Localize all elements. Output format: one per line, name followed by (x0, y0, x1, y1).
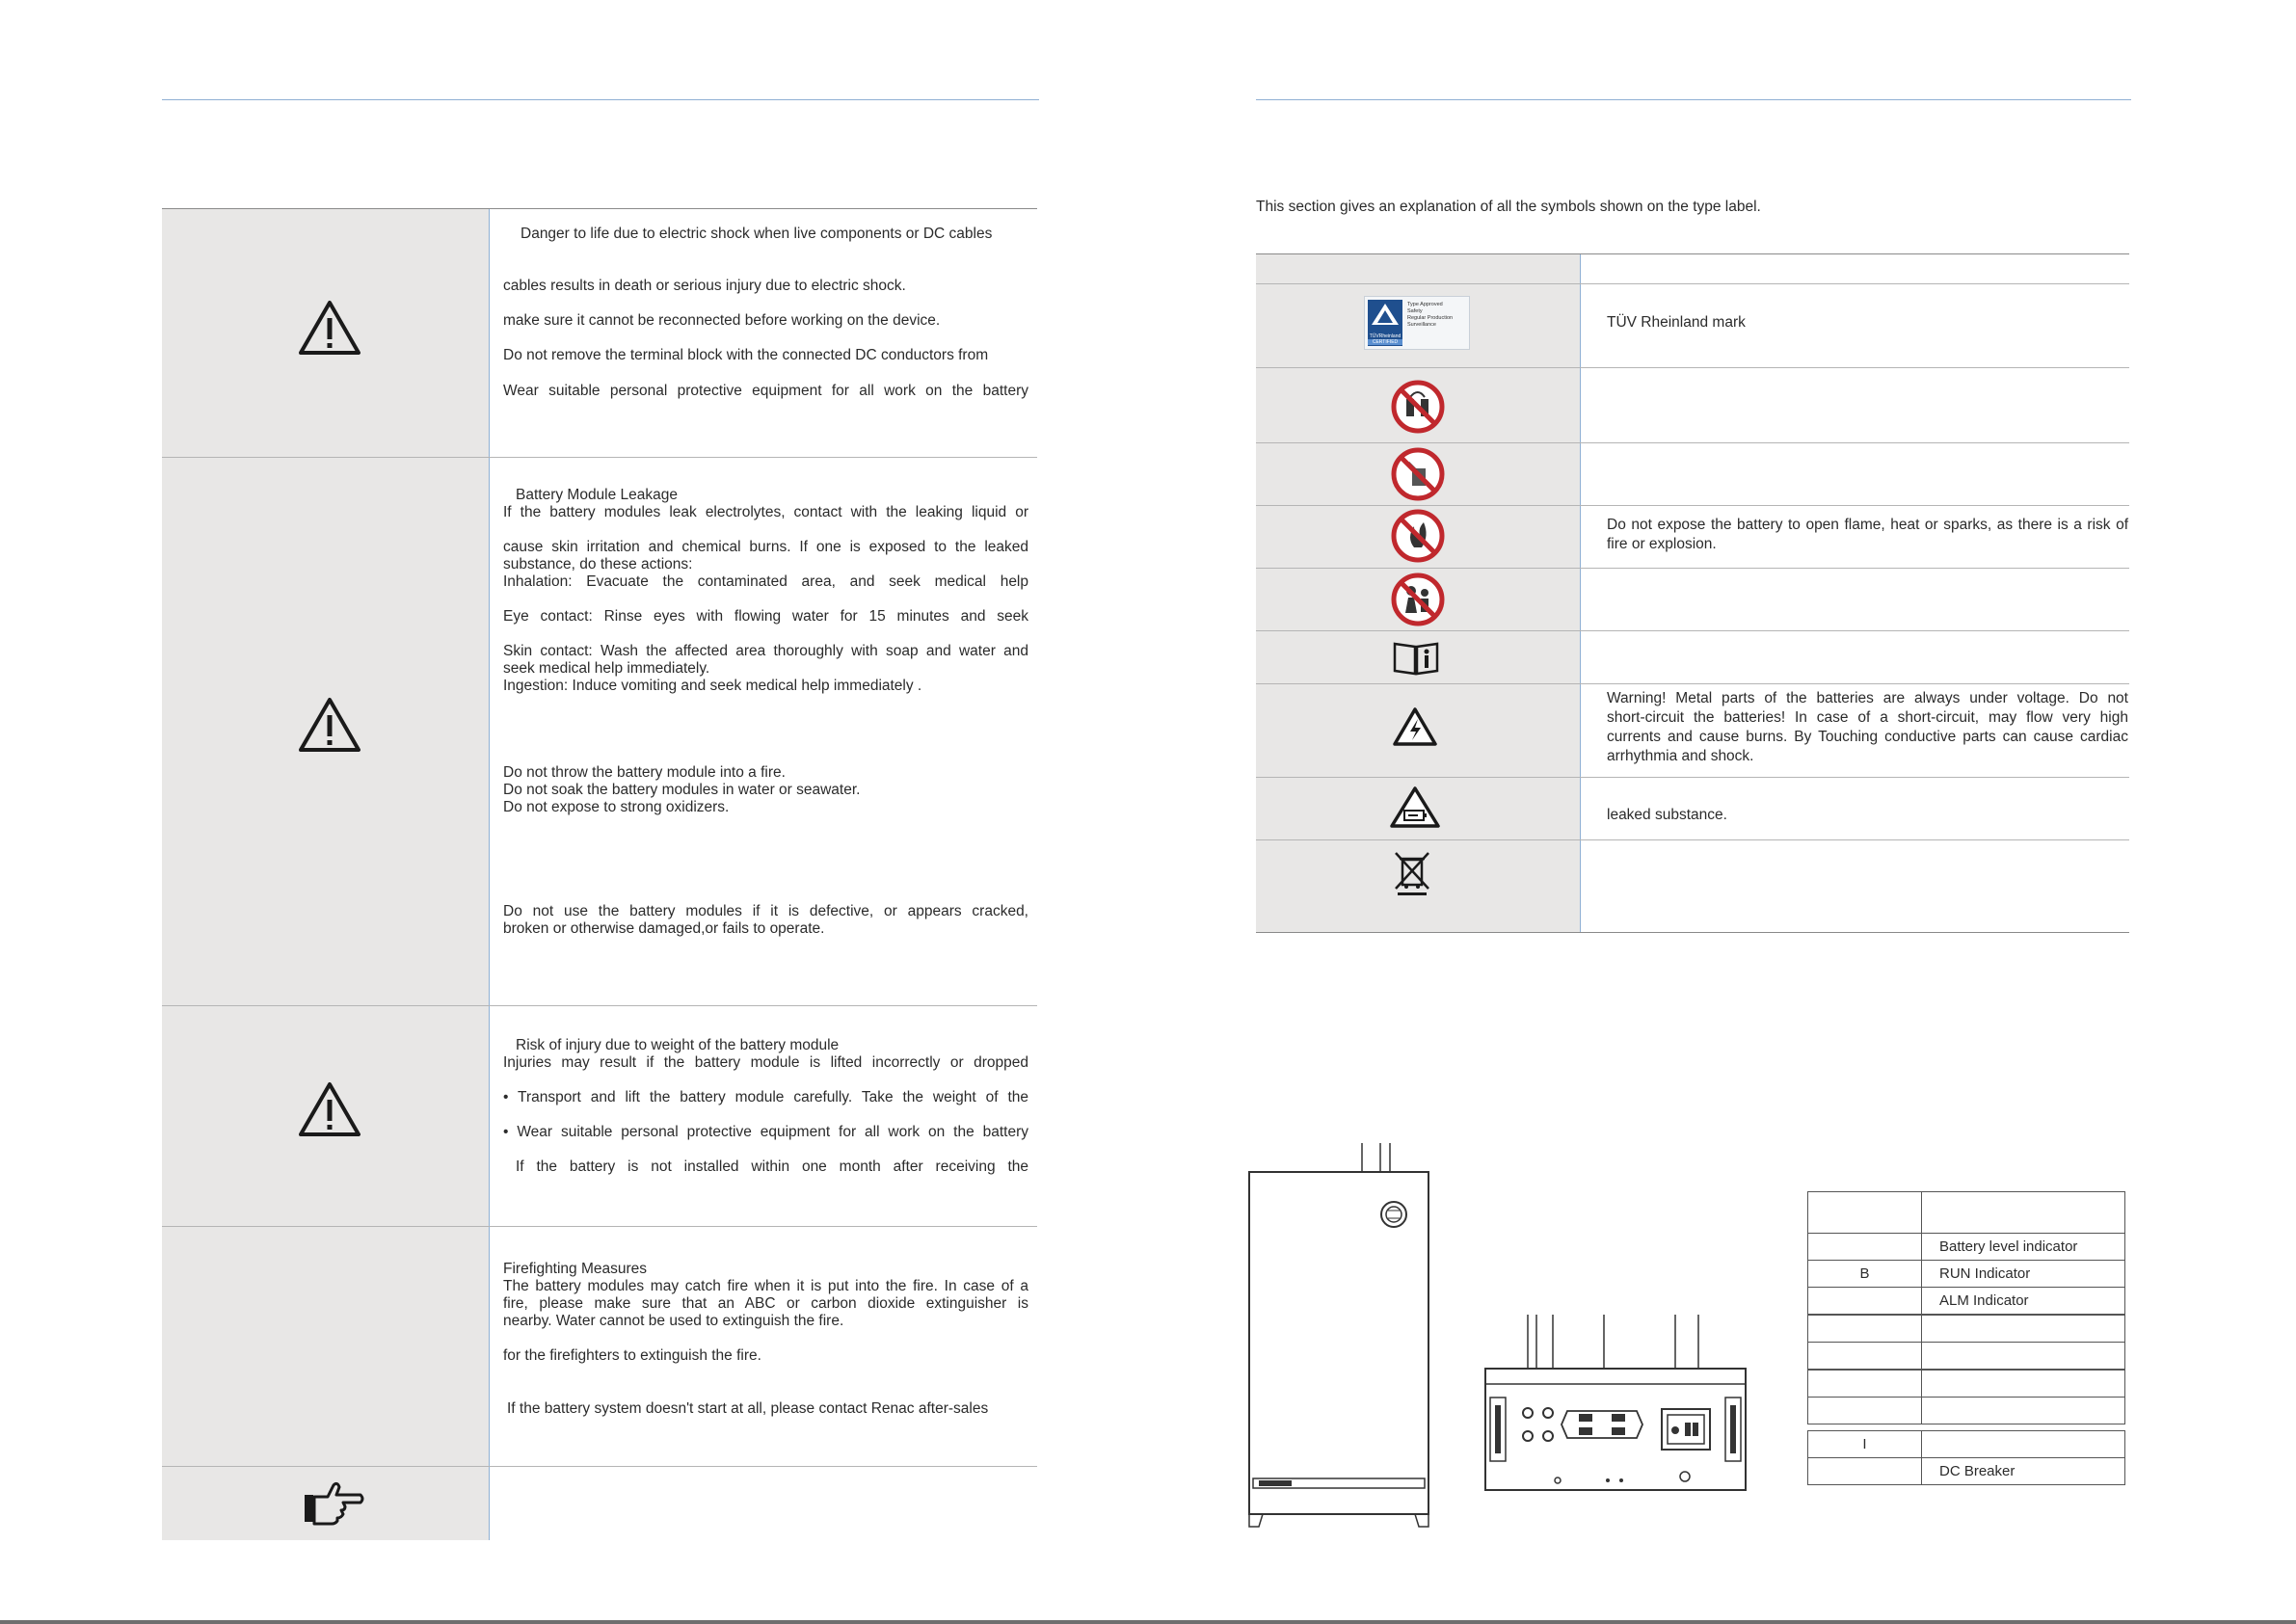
safety-text-line: If the battery modules leak electrolytes, contact with the leaking liquid or (503, 504, 1028, 520)
safety-text-line: seek medical help immediately. (503, 660, 710, 677)
row-rule (1256, 683, 2129, 684)
safety-heading: Firefighting Measures (503, 1261, 648, 1277)
safety-text-line: Wear suitable personal protective equipment for all work on the battery (503, 383, 1028, 399)
safety-text-line: nearby. Water cannot be used to extinguish the fire. (503, 1313, 844, 1329)
safety-text-line: Danger to life due to electric shock when live components or DC cables (521, 226, 993, 242)
safety-text-line: Do not remove the terminal block with the connected DC conductors from (503, 347, 989, 363)
part-key (1808, 1192, 1921, 1219)
symbol-description: leaked substance. (1607, 807, 1727, 823)
safety-text-line: cause skin irritation and chemical burns. If one is exposed to the leaked (503, 539, 1028, 555)
no-short-circuit-icon (1391, 380, 1445, 434)
safety-text-line: Injuries may result if the battery module is lifted incorrectly or dropped (503, 1054, 1028, 1071)
symbol-description: short-circuit the batteries! In case of a short-circuit, may flow very high (1607, 709, 2128, 726)
row-rule (1256, 568, 2129, 569)
safety-text-line: cables results in death or serious injury due to electric shock. (503, 278, 906, 294)
part-key (1808, 1343, 1921, 1370)
table-row (1807, 1287, 2125, 1315)
right-header-rule (1256, 99, 2131, 100)
part-key: B (1859, 1265, 1870, 1282)
safety-text-line: Do not throw the battery module into a fire. (503, 764, 786, 781)
safety-text-line: Do not expose to strong oxidizers. (503, 799, 730, 815)
row-rule (1256, 839, 2129, 840)
leaked-substance-warning-icon (1389, 785, 1441, 830)
safety-text-line: • Transport and lift the battery module carefully. Take the weight of the (503, 1089, 1028, 1105)
row-rule (162, 1226, 1037, 1227)
safety-text-line: fire, please make sure that an ABC or carbon dioxide extinguisher is (503, 1295, 1028, 1312)
no-open-flame-icon (1391, 509, 1445, 563)
table-row (1807, 1370, 2125, 1398)
column-divider (489, 209, 490, 1540)
part-description: Battery level indicator (1939, 1238, 2078, 1255)
column-divider (1580, 254, 1581, 933)
page-bottom-edge (0, 1620, 2296, 1624)
table-row (1807, 1397, 2125, 1424)
row-rule (1256, 367, 2129, 368)
table-row (1807, 1233, 2125, 1261)
row-rule (1256, 442, 2129, 443)
tuv-rheinland-mark-icon: TÜVRheinland CERTIFIED Type Approved Safety Regular Production Surveillance (1364, 296, 1470, 350)
battery-front-view-drawing (1245, 1143, 1438, 1533)
table-row (1807, 1342, 2125, 1370)
battery-top-view-drawing (1482, 1315, 1749, 1496)
table-row (1807, 1315, 2125, 1343)
safety-text-line: Do not use the battery modules if it is defective, or appears cracked, (503, 903, 1028, 919)
safety-text-line: If the battery is not installed within one month after receiving the (516, 1158, 1028, 1175)
row-rule (162, 457, 1037, 458)
electric-shock-warning-icon (1392, 706, 1438, 747)
symbol-description: currents and cause burns. By Touching conductive parts can cause cardiac (1607, 729, 2128, 745)
keep-away-from-children-icon (1391, 572, 1445, 626)
safety-heading: Battery Module Leakage (516, 487, 679, 503)
row-rule (1256, 932, 2129, 933)
symbol-description: TÜV Rheinland mark (1607, 314, 1746, 331)
symbol-description: arrhythmia and shock. (1607, 748, 1754, 764)
left-header-rule (162, 99, 1039, 100)
read-manual-icon (1392, 641, 1440, 676)
symbol-description: fire or explosion. (1607, 536, 1717, 552)
safety-heading: Risk of injury due to weight of the battery module (516, 1037, 840, 1053)
safety-text-line: Ingestion: Induce vomiting and seek medical help immediately . (503, 678, 922, 694)
part-key: I (1862, 1436, 1867, 1452)
part-key (1808, 1234, 1921, 1261)
row-rule (162, 1005, 1037, 1006)
safety-text-line: broken or otherwise damaged,or fails to operate. (503, 920, 825, 937)
row-rule (1256, 283, 2129, 284)
row-rule (1256, 505, 2129, 506)
warning-triangle-icon (297, 1080, 362, 1138)
safety-text-line: substance, do these actions: (503, 556, 693, 572)
symbol-description: Do not expose the battery to open flame, heat or sparks, as there is a risk of (1607, 517, 2128, 533)
safety-text-line: Eye contact: Rinse eyes with flowing water for 15 minutes and seek (503, 608, 1028, 625)
safety-text-line: Inhalation: Evacuate the contaminated area, and seek medical help (503, 573, 1028, 590)
safety-text-line: Do not soak the battery modules in water or seawater. (503, 782, 861, 798)
table-row (1807, 1191, 2125, 1234)
symbol-description: Warning! Metal parts of the batteries are always under voltage. Do not (1607, 690, 2128, 706)
warning-triangle-icon (297, 299, 362, 357)
safety-text-line: make sure it cannot be reconnected before working on the device. (503, 312, 941, 329)
part-key (1808, 1288, 1921, 1315)
table-row (1807, 1430, 2125, 1458)
table-row (1807, 1457, 2125, 1485)
symbols-intro: This section gives an explanation of all the symbols shown on the type label. (1256, 199, 1761, 215)
no-disassembly-icon (1391, 447, 1445, 501)
safety-text-line: If the battery system doesn't start at all, please contact Renac after-sales (507, 1400, 989, 1417)
safety-text-line: for the firefighters to extinguish the fire. (503, 1347, 761, 1364)
row-rule (1256, 630, 2129, 631)
part-key (1808, 1371, 1921, 1398)
part-key (1808, 1316, 1921, 1343)
table-row (1807, 1260, 2125, 1288)
part-key (1808, 1458, 1921, 1485)
row-rule (1256, 777, 2129, 778)
pointing-hand-icon (303, 1478, 366, 1526)
warning-triangle-icon (297, 696, 362, 754)
crossed-out-bin-icon (1392, 850, 1432, 896)
part-description: RUN Indicator (1939, 1265, 2031, 1282)
part-description: ALM Indicator (1939, 1292, 2029, 1309)
part-key (1808, 1398, 1921, 1424)
row-rule (162, 1466, 1037, 1467)
safety-text-line: The battery modules may catch fire when it is put into the fire. In case of a (503, 1278, 1028, 1294)
safety-text-line: Skin contact: Wash the affected area thoroughly with soap and water and (503, 643, 1028, 659)
icon-column (162, 209, 489, 1540)
part-description: DC Breaker (1939, 1463, 2016, 1479)
safety-text-line: • Wear suitable personal protective equipment for all work on the battery (503, 1124, 1028, 1140)
